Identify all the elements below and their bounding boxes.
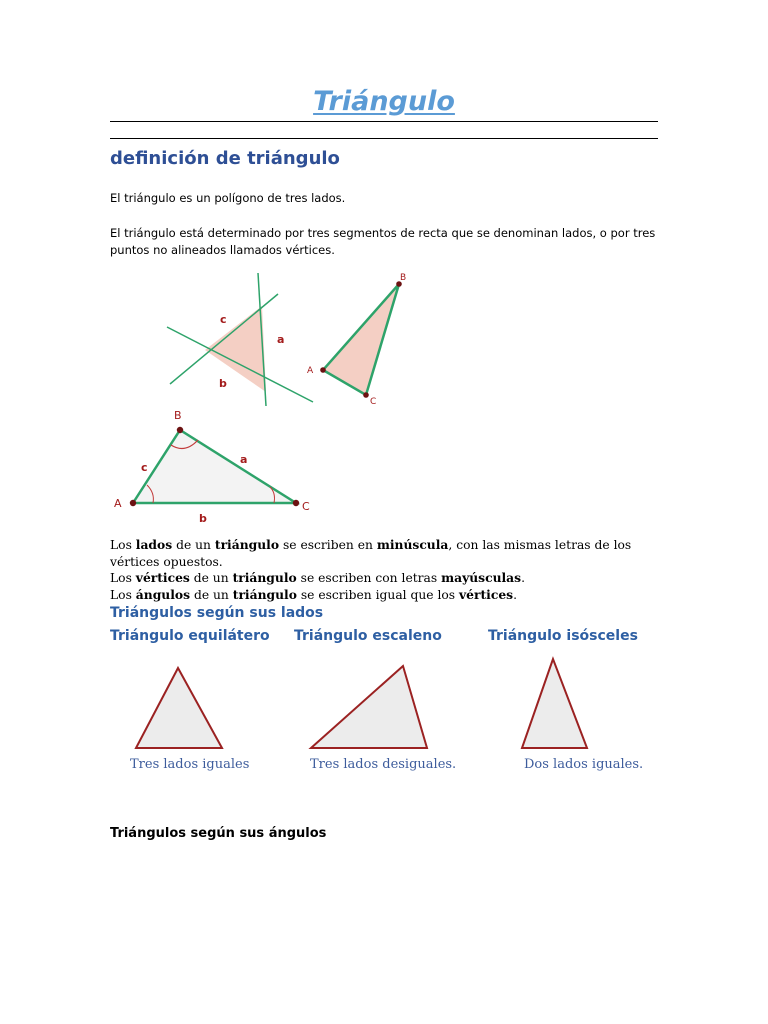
isosceles-polygon [522, 659, 587, 748]
equilateral-polygon [136, 668, 222, 748]
isosceles-triangle-shape [515, 655, 595, 752]
small-vertex-c-dot [363, 392, 369, 398]
label-c-lines: c [220, 313, 227, 326]
vertex-c-dot [293, 500, 299, 506]
definition-heading: definición de triángulo [110, 148, 340, 169]
note-sides: Los lados de un triángulo se escriben en minúscula, con las mismas letras de los vértices opuestos. [110, 537, 632, 569]
vertex-label-a: A [114, 497, 122, 510]
isosceles-heading: Triángulo isósceles [488, 628, 638, 644]
small-vertex-a-dot [320, 367, 326, 373]
labeled-triangle-figure [110, 405, 330, 527]
label-b-lines: b [219, 377, 227, 390]
note-angles: Los ángulos de un triángulo se escriben igual que los vértices. [110, 586, 517, 602]
small-label-c: C [370, 397, 377, 407]
equilateral-triangle-shape [130, 660, 230, 752]
vertex-label-c: C [302, 500, 310, 513]
scalene-polygon [311, 666, 427, 748]
main-triangle [133, 430, 296, 503]
small-triangle [323, 284, 399, 395]
side-label-c: c [141, 461, 148, 474]
scalene-caption: Tres lados desiguales. [310, 757, 457, 772]
vertex-label-b: B [174, 409, 182, 422]
paragraph-determined: El triángulo está determinado por tres segmentos de recta que se denominan lados, o por tres puntos no alineados llamados vértices. [110, 226, 656, 257]
isosceles-caption: Dos lados iguales. [524, 757, 644, 772]
title-rule-top [110, 121, 658, 122]
scalene-triangle-shape [305, 660, 435, 752]
vertex-b-dot [177, 427, 183, 433]
label-a-lines: a [277, 333, 285, 346]
vertex-a-dot [130, 500, 136, 506]
intersecting-lines-figure [160, 268, 420, 410]
sides-section-heading: Triángulos según sus lados [110, 605, 324, 621]
page-title: Triángulo [313, 86, 455, 117]
side-label-a: a [240, 453, 248, 466]
title-rule-bottom [110, 138, 658, 139]
equilateral-caption: Tres lados iguales [130, 757, 250, 772]
small-label-b: B [400, 273, 407, 283]
notes-block [110, 537, 670, 603]
scalene-heading: Triángulo escaleno [294, 628, 442, 644]
equilateral-heading: Triángulo equilátero [110, 628, 270, 644]
angles-section-heading: Triángulos según sus ángulos [110, 826, 327, 841]
shaded-triangle-region [205, 306, 266, 392]
note-vertices: Los vértices de un triángulo se escriben con letras mayúsculas. [110, 570, 525, 585]
paragraph-polygon: El triángulo es un polígono de tres lados. [110, 191, 346, 205]
side-label-b: b [199, 512, 207, 525]
small-label-a: A [307, 366, 314, 376]
